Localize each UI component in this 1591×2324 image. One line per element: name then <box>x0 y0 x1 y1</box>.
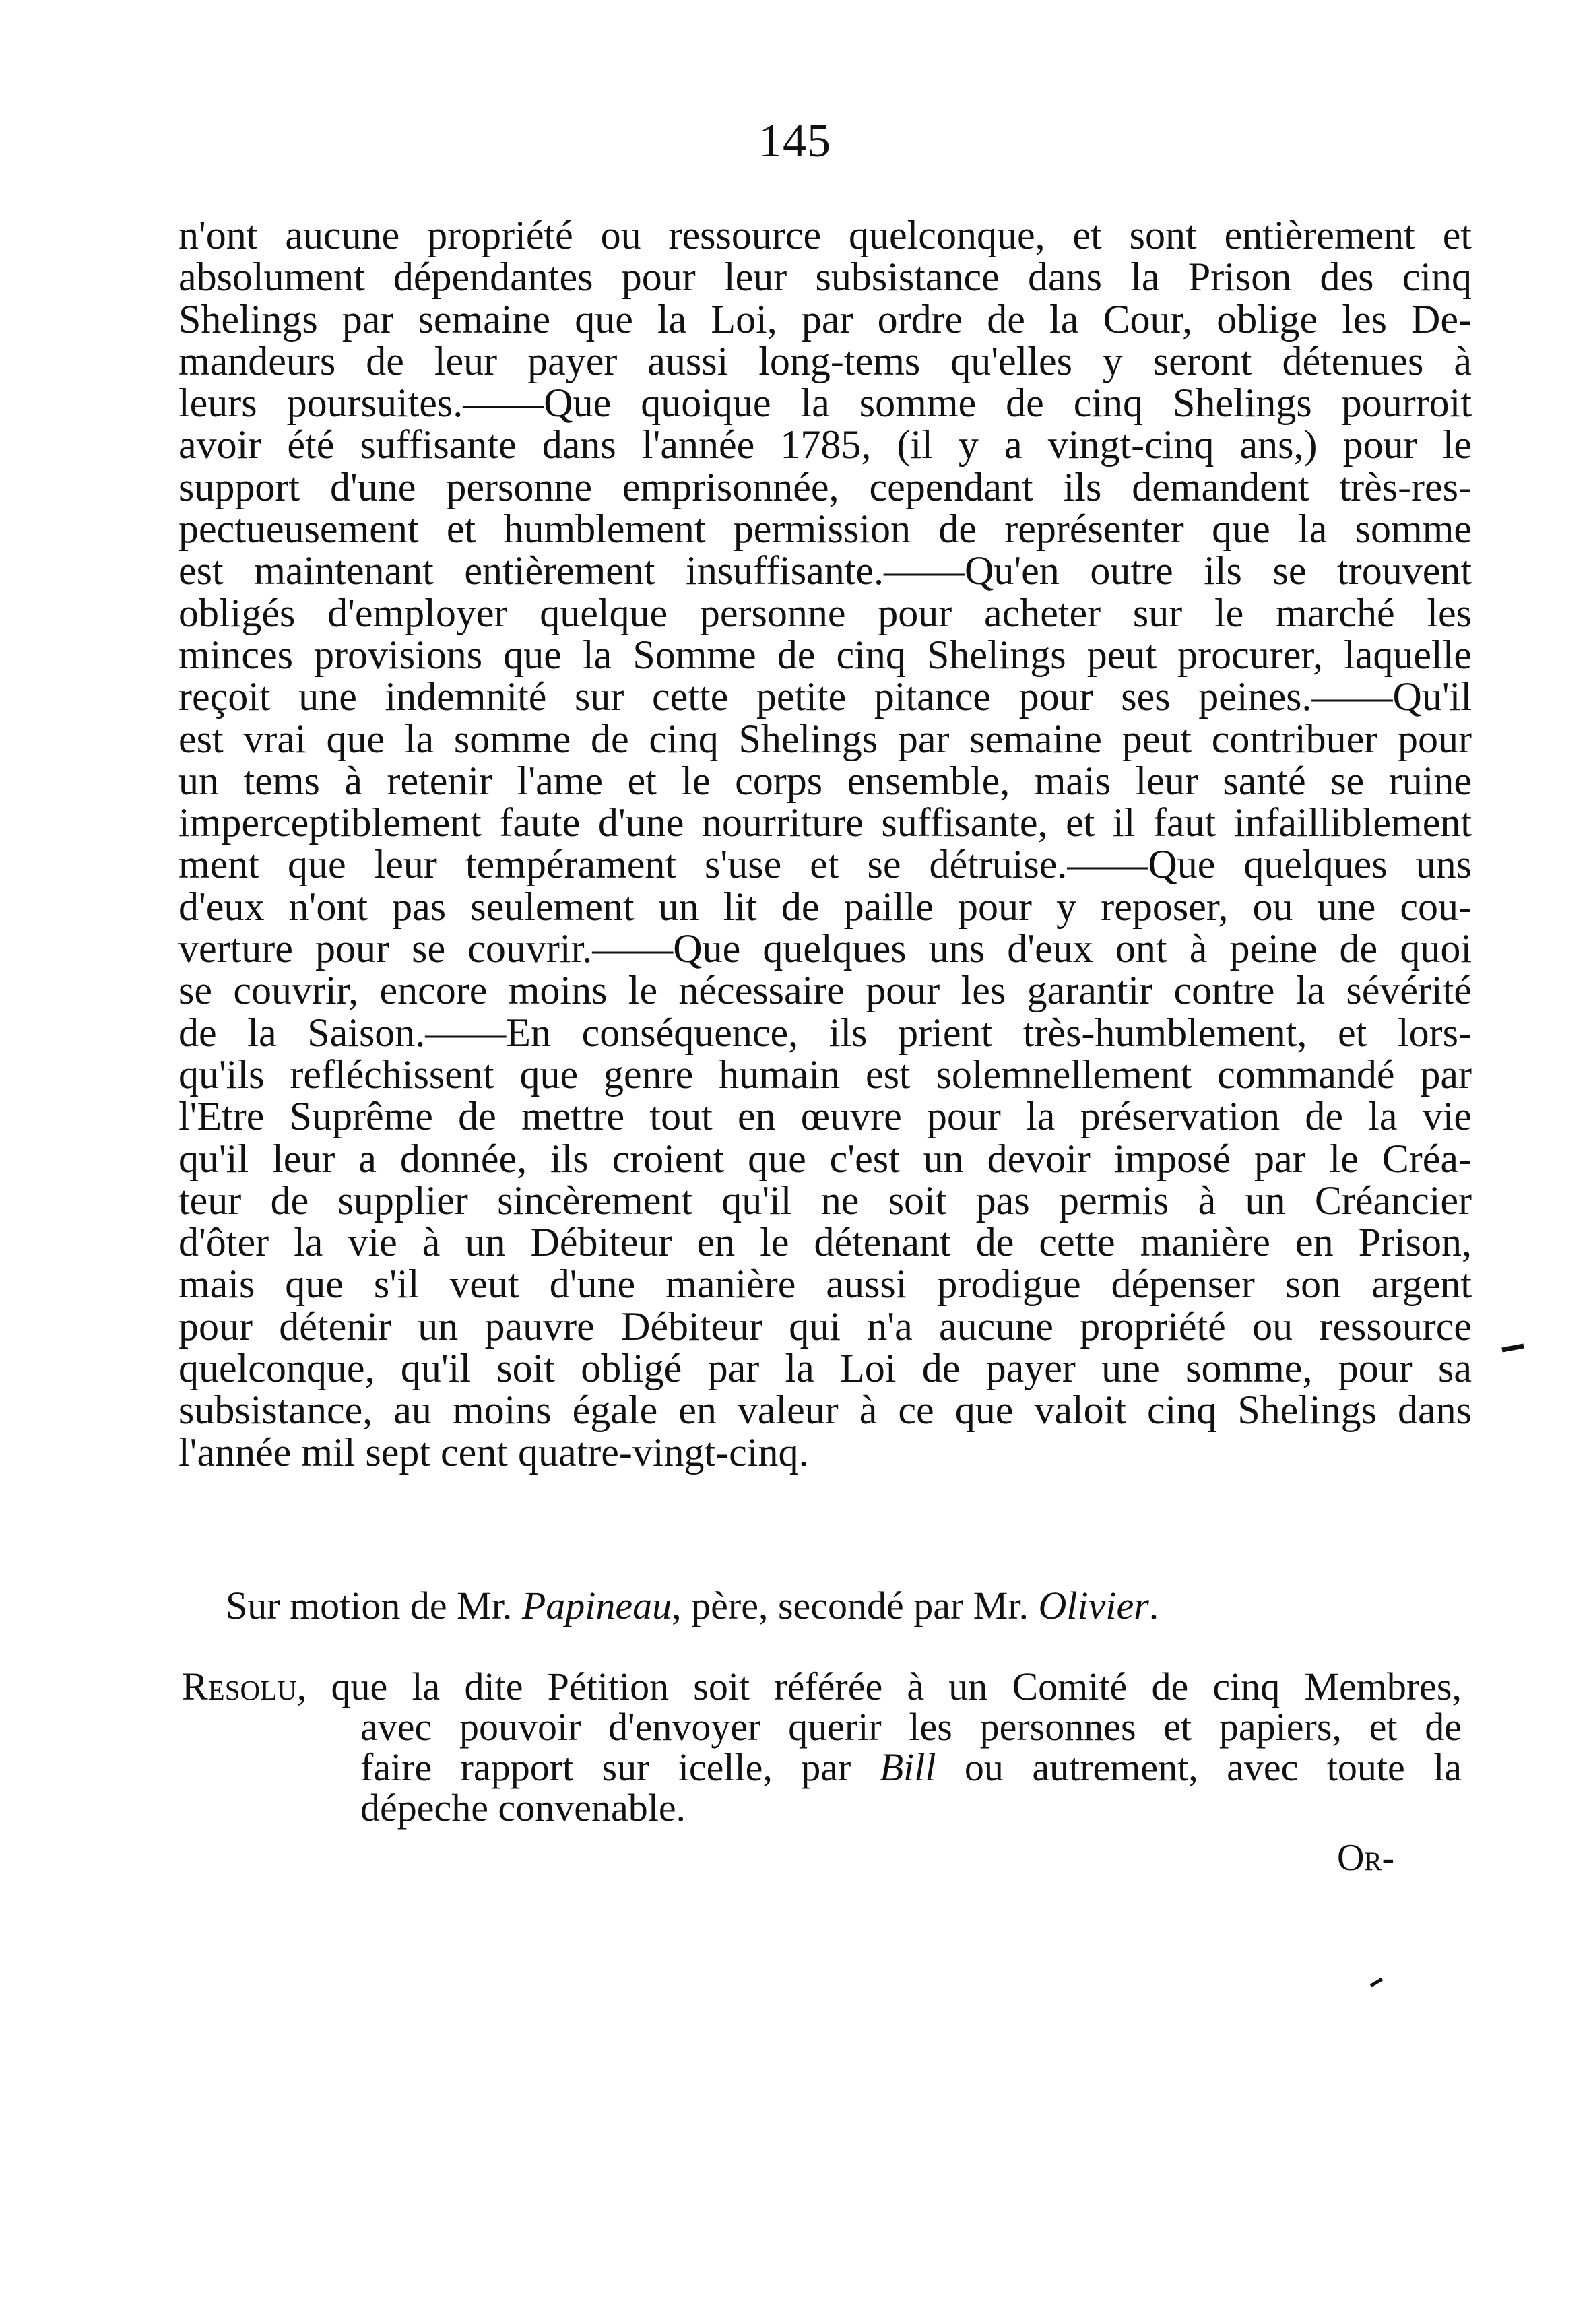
body-line: obligés d'employer quelque personne pour acheter sur le marché les <box>178 590 1472 635</box>
body-line: l'Etre Suprême de mettre tout en œuvre pour la préservation de la vie <box>178 1094 1472 1139</box>
body-line: pour détenir un pauvre Débiteur qui n'a aucune propriété ou ressource <box>178 1303 1472 1349</box>
body-line: pectueusement et humblement permission de représenter que la somme <box>178 507 1472 552</box>
resolution-line1-text: , que la dite Pétition soit référée à un Comité de cinq Membres, <box>296 1665 1462 1708</box>
body-line: se couvrir, encore moins le nécessaire pour les garantir contre la sévérité <box>178 968 1472 1013</box>
motion-line <box>226 1583 1438 1628</box>
body-line: avoir été suffisante dans l'année 1785, (il y a vingt-cinq ans,) pour le <box>178 422 1472 467</box>
body-line: reçoit une indemnité sur cette petite pitance pour ses peines.——Qu'il <box>178 674 1472 719</box>
resolution-line3-start: faire rapport sur icelle, par <box>360 1745 880 1789</box>
body-line: est maintenant entièrement insuffisante.——Qu'en outre ils se trouvent <box>178 548 1472 593</box>
body-line: subsistance, au moins égale en valeur à ce que valoit cinq Shelings dans <box>178 1388 1472 1433</box>
body-line: est vrai que la somme de cinq Shelings par semaine peut contribuer pour <box>178 716 1472 761</box>
resolution-line: avec pouvoir d'envoyer querir les personnes et papiers, et de <box>360 1705 1462 1749</box>
body-line: absolument dépendantes pour leur subsistance dans la Prison des cinq <box>178 255 1472 300</box>
body-line: n'ont aucune propriété ou ressource quelconque, et sont entièrement et <box>178 213 1472 257</box>
body-line: mais que s'il veut d'une manière aussi prodigue dépenser son argent <box>178 1262 1472 1307</box>
body-line: mandeurs de leur payer aussi long-tems qu'elles y seront détenues à <box>178 338 1472 383</box>
body-line: ment que leur tempérament s'use et se détruise.——Que quelques uns <box>178 842 1472 887</box>
motion-seconder: Olivier <box>1038 1584 1149 1627</box>
resolution-line3-end: ou autrement, avec toute la <box>936 1745 1462 1789</box>
resolution-keyword: Resolu <box>182 1665 297 1708</box>
body-line: minces provisions que la Somme de cinq Shelings peut procurer, laquelle <box>178 632 1472 677</box>
body-line: leurs poursuites.——Que quoique la somme de cinq Shelings pourroit <box>178 381 1472 426</box>
page-number: 145 <box>758 115 831 167</box>
resolution-line: dépeche convenable. <box>360 1786 686 1830</box>
resolution-line <box>182 1667 1462 1707</box>
body-line: d'ôter la vie à un Débiteur en le détenant de cette manière en Prison, <box>178 1220 1472 1265</box>
resolution-line <box>182 1747 1462 1788</box>
body-line: support d'une personne emprisonnée, cependant ils demandent très-res- <box>178 464 1472 509</box>
ink-speck <box>1371 1979 1382 1986</box>
petition-body <box>178 214 1472 1473</box>
body-line: un tems à retenir l'ame et le corps ensemble, mais leur santé se ruine <box>178 758 1472 803</box>
body-line: verture pour se couvrir.——Que quelques uns d'eux ont à peine de quoi <box>178 926 1472 971</box>
margin-dash <box>1502 1346 1524 1350</box>
body-line: teur de supplier sincèrement qu'il ne soit pas permis à un Créancier <box>178 1177 1472 1223</box>
motion-mover: Papineau <box>521 1584 672 1627</box>
motion-middle: , père, secondé par Mr. <box>672 1584 1039 1627</box>
resolution-bill: Bill <box>879 1745 936 1789</box>
resolution-block <box>182 1667 1462 1828</box>
body-line: l'année mil sept cent quatre-vingt-cinq. <box>178 1429 809 1475</box>
body-line: imperceptiblement faute d'une nourriture suffisante, et il faut infailliblement <box>178 800 1472 845</box>
catchword: Or- <box>1337 1837 1395 1879</box>
body-line: quelconque, qu'il soit obligé par la Loi de payer une somme, pour sa <box>178 1346 1472 1391</box>
body-line: qu'ils refléchissent que genre humain est solemnellement commandé par <box>178 1052 1472 1097</box>
body-line: d'eux n'ont pas seulement un lit de paille pour y reposer, ou une cou- <box>178 884 1472 929</box>
body-line: qu'il leur a donnée, ils croient que c'est un devoir imposé par le Créa- <box>178 1136 1472 1181</box>
motion-suffix: . <box>1148 1584 1159 1627</box>
body-line: de la Saison.——En conséquence, ils prient très-humblement, et lors- <box>178 1010 1472 1055</box>
body-line: Shelings par semaine que la Loi, par ordre de la Cour, oblige les De- <box>178 296 1472 342</box>
motion-prefix: Sur motion de Mr. <box>226 1584 522 1627</box>
